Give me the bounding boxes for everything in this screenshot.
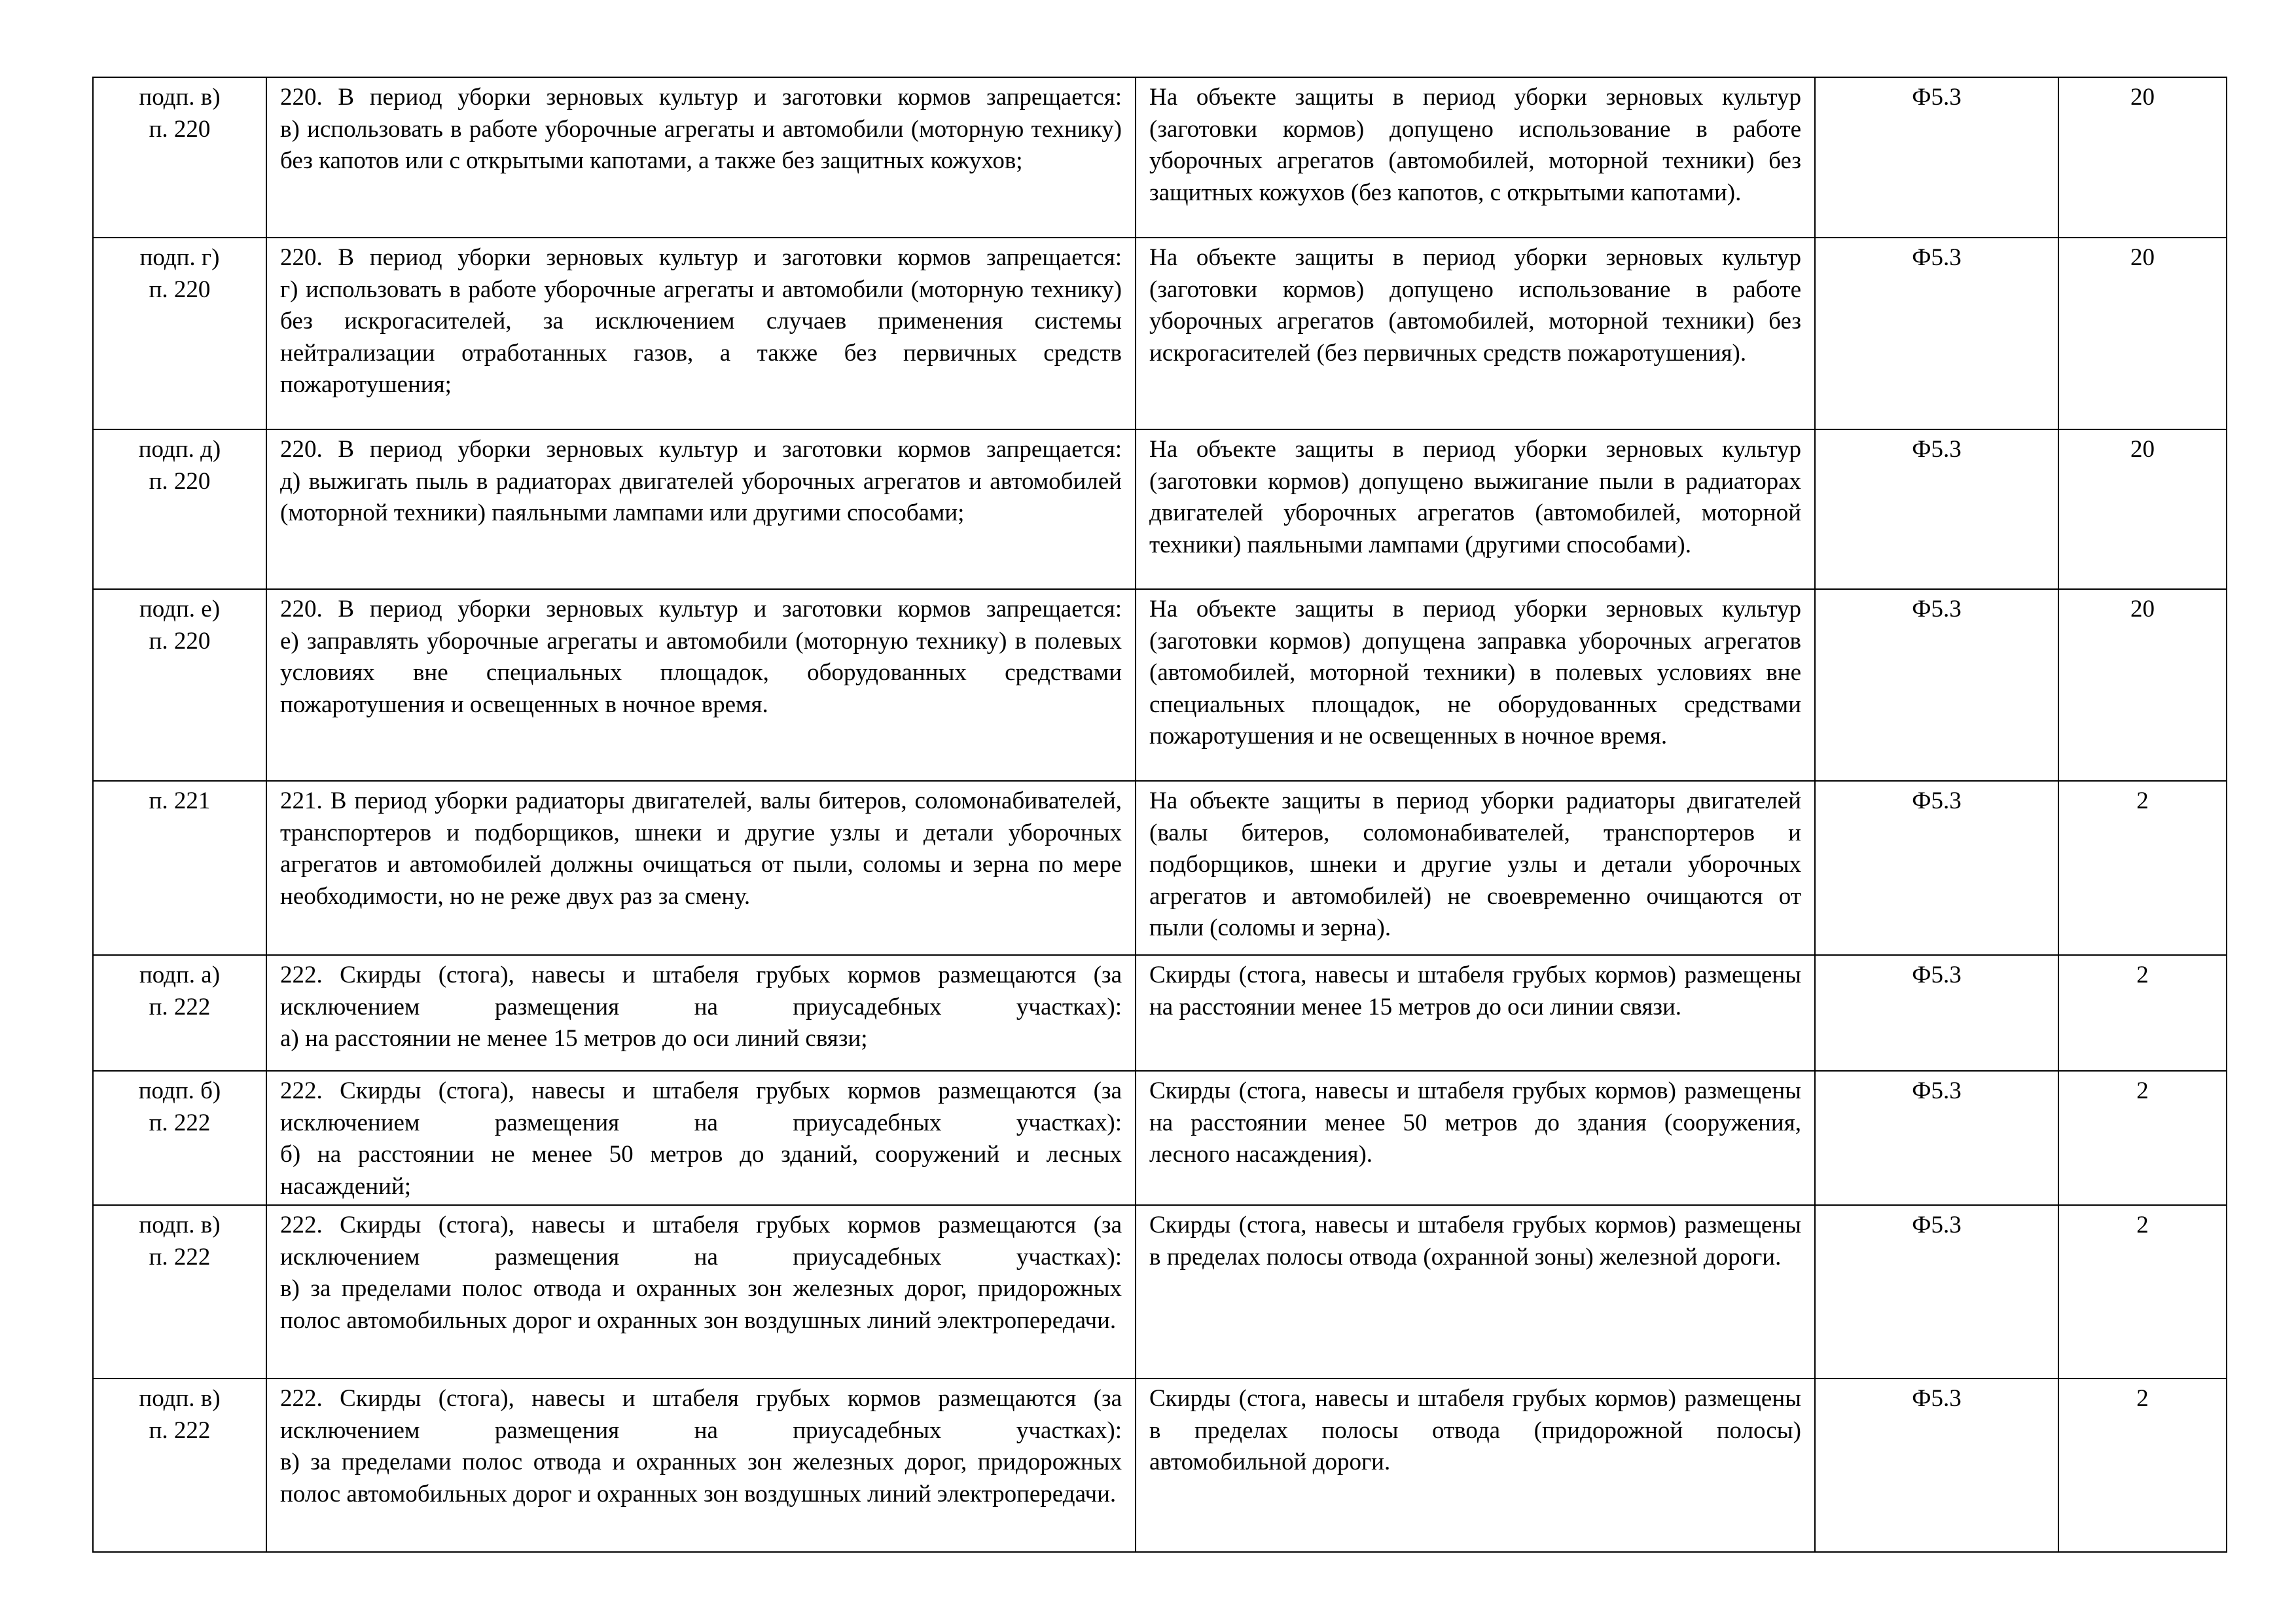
clause-reference: п. 222 [149,1416,211,1444]
violation-text: На объекте защиты в период уборки зерновых культур (заготовки кормов) допущено использование в работе уборочных агрегатов (автомобилей, моторной техники) без искрогасителей (без первичных средств пожаротушения). [1149,244,1801,367]
clause-reference: п. 220 [149,276,211,303]
clause-reference-cell [93,77,266,238]
value-cell [2058,77,2227,238]
hazard-class-cell [1815,1071,2058,1205]
violation-cell [1136,955,1815,1071]
requirement-cell [266,1205,1136,1379]
clause-reference-cell [93,429,266,589]
clause-reference: п. 222 [149,1243,211,1271]
requirement-cell [266,589,1136,781]
violation-text: На объекте защиты в период уборки радиаторы двигателей (валы битеров, соломонабивателей, транспортеров и подборщиков, шнеки и другие узлы и детали уборочных агрегатов и автомобилей) не своевременно очищаются от пыли (соломы и зерна). [1149,787,1801,941]
hazard-class-cell [1815,781,2058,955]
hazard-class: Ф5.3 [1912,1212,1962,1238]
clause-reference-cell [93,1205,266,1379]
violation-cell [1136,1205,1815,1379]
clause-reference: подп. а) [139,962,221,988]
violation-text: На объекте защиты в период уборки зерновых культур (заготовки кормов) допущена заправка уборочных агрегатов (автомобилей, моторной техники) в полевых условиях вне специальных площадок, не оборудованных средствами пожаротушения и не освещенных в ночное время. [1149,596,1801,749]
value-cell [2058,589,2227,781]
hazard-class: Ф5.3 [1912,1077,1962,1104]
value-cell [2058,429,2227,589]
value: 2 [2136,1077,2149,1104]
value: 20 [2130,436,2155,463]
requirement-text: 222. Скирды (стога), навесы и штабеля грубых кормов размещаются (за исключением размещения на приусадебных участках): в) за пределами полос отвода и охранных зон железных дорог, придорожных полос автомобильных дорог и охранных зон воздушных линий электропередачи. [280,1385,1122,1507]
clause-reference-cell [93,1071,266,1205]
violation-text: Скирды (стога, навесы и штабеля грубых кормов) размещены в пределах полосы отвода (придорожной полосы) автомобильной дороги. [1149,1385,1801,1475]
clause-reference: подп. д) [138,436,221,463]
hazard-class-cell [1815,589,2058,781]
clause-reference-cell [93,781,266,955]
requirement-cell [266,1071,1136,1205]
requirement-text: 222. Скирды (стога), навесы и штабеля грубых кормов размещаются (за исключением размещения на приусадебных участках): б) на расстоянии не менее 50 метров до зданий, сооружений и лесных насаждений; [280,1077,1122,1200]
value: 20 [2130,244,2155,271]
clause-reference: п. 220 [149,467,211,495]
violation-cell [1136,429,1815,589]
clause-reference: подп. в) [139,84,221,111]
clause-reference-cell [93,238,266,429]
requirement-cell [266,238,1136,429]
table-row [93,1205,2227,1379]
hazard-class-cell [1815,77,2058,238]
requirement-cell [266,77,1136,238]
violation-cell [1136,1379,1815,1552]
clause-reference: п. 220 [149,627,211,655]
table-row [93,1379,2227,1552]
table-row [93,781,2227,955]
requirement-text: 220. В период уборки зерновых культур и заготовки кормов запрещается: е) заправлять уборочные агрегаты и автомобили (моторную технику) в полевых условиях вне специальных площадок, оборудованных средствами пожаротушения и освещенных в ночное время. [280,596,1122,718]
clause-reference: подп. е) [139,596,221,623]
clause-reference: подп. в) [139,1212,221,1238]
hazard-class: Ф5.3 [1912,84,1962,111]
violation-text: На объекте защиты в период уборки зерновых культур (заготовки кормов) допущено использование в работе уборочных агрегатов (автомобилей, моторной техники) без защитных кожухов (без капотов, с открытыми капотами). [1149,84,1801,206]
hazard-class: Ф5.3 [1912,962,1962,988]
value-cell [2058,955,2227,1071]
clause-reference: п. 222 [149,993,211,1020]
value-cell [2058,1379,2227,1552]
hazard-class: Ф5.3 [1912,244,1962,271]
requirement-text: 221. В период уборки радиаторы двигателей, валы битеров, соломонабивателей, транспортеров и подборщиков, шнеки и другие узлы и детали уборочных агрегатов и автомобилей должны очищаться от пыли, соломы и зерна по мере необходимости, но не реже двух раз за смену. [280,787,1122,910]
hazard-class: Ф5.3 [1912,596,1962,623]
value: 2 [2136,962,2149,988]
violation-text: Скирды (стога, навесы и штабеля грубых кормов) размещены на расстоянии менее 50 метров до здания (сооружения, лесного насаждения). [1149,1077,1801,1168]
value-cell [2058,1205,2227,1379]
violation-cell [1136,238,1815,429]
violation-text: Скирды (стога, навесы и штабеля грубых кормов) размещены в пределах полосы отвода (охранной зоны) железной дороги. [1149,1212,1801,1271]
violation-cell [1136,1071,1815,1205]
table-row [93,955,2227,1071]
hazard-class-cell [1815,1379,2058,1552]
table-row [93,238,2227,429]
value: 2 [2136,1212,2149,1238]
requirement-cell [266,955,1136,1071]
table-row [93,589,2227,781]
requirement-cell [266,429,1136,589]
table-row [93,77,2227,238]
requirement-text: 222. Скирды (стога), навесы и штабеля грубых кормов размещаются (за исключением размещения на приусадебных участках): а) на расстоянии не менее 15 метров до оси линий связи; [280,962,1122,1052]
value: 2 [2136,787,2149,814]
requirement-text: 220. В период уборки зерновых культур и заготовки кормов запрещается: д) выжигать пыль в радиаторах двигателей уборочных агрегатов и автомобилей (моторной техники) паяльными лампами или другими способами; [280,436,1122,526]
clause-reference-cell [93,955,266,1071]
requirements-table [92,77,2227,1553]
table-body [93,77,2227,1552]
hazard-class: Ф5.3 [1912,436,1962,463]
hazard-class-cell [1815,429,2058,589]
clause-reference: подп. в) [139,1385,221,1412]
violation-text: На объекте защиты в период уборки зерновых культур (заготовки кормов) допущено выжигание пыли в радиаторах двигателей уборочных агрегатов (автомобилей, моторной техники) паяльными лампами (другими способами). [1149,436,1801,558]
value-cell [2058,1071,2227,1205]
clause-reference-cell [93,1379,266,1552]
requirement-text: 220. В период уборки зерновых культур и заготовки кормов запрещается: г) использовать в работе уборочные агрегаты и автомобили (моторную технику) без искрогасителей, за исключением случаев применения системы нейтрализации отработанных газов, а также без первичных средств пожаротушения; [280,244,1122,398]
clause-reference: п. 220 [149,115,211,143]
value-cell [2058,238,2227,429]
requirement-text: 222. Скирды (стога), навесы и штабеля грубых кормов размещаются (за исключением размещения на приусадебных участках): в) за пределами полос отвода и охранных зон железных дорог, придорожных полос автомобильных дорог и охранных зон воздушных линий электропередачи. [280,1212,1122,1334]
clause-reference: подп. г) [139,244,220,271]
requirement-cell [266,1379,1136,1552]
value: 20 [2130,84,2155,111]
hazard-class-cell [1815,955,2058,1071]
clause-reference: п. 221 [149,787,211,814]
hazard-class-cell [1815,238,2058,429]
violation-cell [1136,781,1815,955]
requirement-text: 220. В период уборки зерновых культур и заготовки кормов запрещается: в) использовать в работе уборочные агрегаты и автомобили (моторную технику) без капотов или с открытыми капотами, а также без защитных кожухов; [280,84,1122,174]
hazard-class: Ф5.3 [1912,1385,1962,1412]
table-row [93,429,2227,589]
requirement-cell [266,781,1136,955]
value: 2 [2136,1385,2149,1412]
hazard-class: Ф5.3 [1912,787,1962,814]
violation-cell [1136,77,1815,238]
hazard-class-cell [1815,1205,2058,1379]
violation-cell [1136,589,1815,781]
value: 20 [2130,596,2155,623]
clause-reference: п. 222 [149,1109,211,1136]
table-row [93,1071,2227,1205]
clause-reference-cell [93,589,266,781]
violation-text: Скирды (стога, навесы и штабеля грубых кормов) размещены на расстоянии менее 15 метров до оси линии связи. [1149,962,1801,1020]
value-cell [2058,781,2227,955]
clause-reference: подп. б) [138,1077,221,1104]
